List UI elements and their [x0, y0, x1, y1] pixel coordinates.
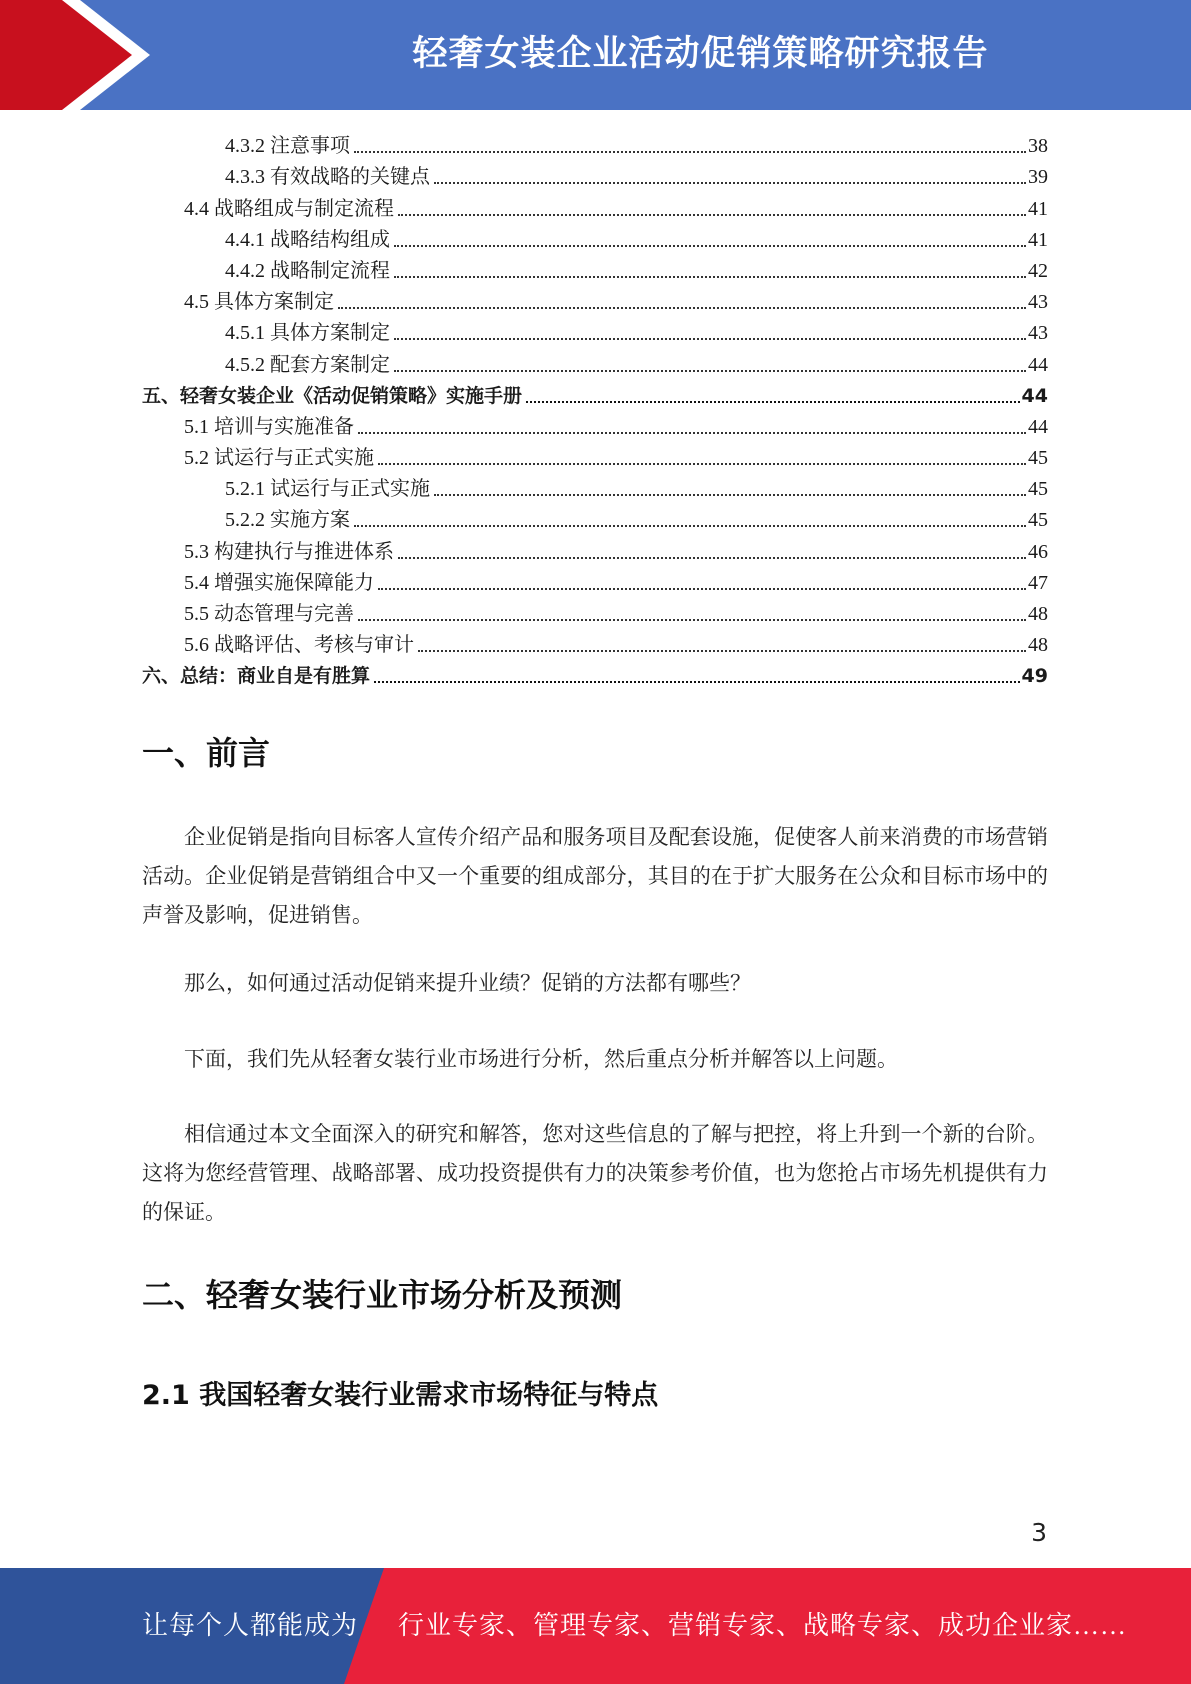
toc-entry-page: 43: [1028, 291, 1048, 314]
toc-entry-label: 4.4 战略组成与制定流程: [184, 197, 394, 220]
toc-entry-page: 45: [1028, 478, 1048, 501]
toc-entry-label: 4.5.1 具体方案制定: [225, 322, 390, 345]
toc-entry-label: 4.4.1 战略结构组成: [225, 228, 390, 251]
toc-dot-leader: [338, 307, 1026, 309]
section-heading-preface: 一、前言: [142, 734, 271, 772]
toc-entry[interactable]: [142, 284, 1048, 315]
toc-entry-label: 4.3.3 有效战略的关键点: [225, 166, 430, 189]
toc-dot-leader: [394, 338, 1026, 340]
paragraph: 相信通过本文全面深入的研究和解答，您对这些信息的了解与把控，将上升到一个新的台阶。这将为您经营管理、战略部署、成功投资提供有力的决策参考价值，也为您抢占市场先机提供有力的保证。: [142, 1122, 1048, 1224]
paragraph: 企业促销是指向目标客人宣传介绍产品和服务项目及配套设施，促使客人前来消费的市场营销活动。企业促销是营销组合中又一个重要的组成部分，其目的在于扩大服务在公众和目标市场中的声誉及影响，促进销售。: [142, 825, 1048, 927]
toc-dot-leader: [378, 588, 1026, 590]
toc-entry[interactable]: [142, 533, 1048, 564]
toc-entry-label: 5.5 动态管理与完善: [184, 603, 354, 625]
toc-entry-label: 4.3.2 注意事项: [225, 135, 350, 158]
toc-dot-leader: [394, 245, 1026, 247]
footer-banner: [0, 1568, 1191, 1684]
subsection-heading: 2.1 我国轻奢女装行业需求市场特征与特点: [142, 1380, 659, 1411]
toc-entry-page: 43: [1028, 322, 1048, 345]
toc-entry[interactable]: [142, 253, 1048, 284]
toc-entry-label: 5.2.1 试运行与正式实施: [225, 478, 430, 501]
toc-dot-leader: [434, 182, 1026, 184]
toc-entry-page: 44: [1028, 353, 1048, 376]
toc-entry[interactable]: [142, 222, 1048, 253]
toc-entry[interactable]: [142, 128, 1048, 159]
toc-entry-label: 5.1 培训与实施准备: [184, 415, 354, 438]
toc-dot-leader: [526, 401, 1020, 403]
toc-dot-leader: [358, 619, 1026, 621]
paragraph: 下面，我们先从轻奢女装行业市场进行分析，然后重点分析并解答以上问题。: [184, 1047, 898, 1071]
toc-entry-page: 44: [1028, 415, 1048, 438]
toc-entry-page: 49: [1021, 665, 1048, 688]
page-number: 3: [1031, 1518, 1047, 1547]
toc-entry[interactable]: [142, 596, 1048, 627]
toc-entry-page: 48: [1028, 603, 1048, 625]
toc-entry-page: 39: [1028, 166, 1048, 189]
toc-entry-label: 5.6 战略评估、考核与审计: [184, 634, 414, 657]
toc-entry-page: 42: [1028, 259, 1048, 282]
toc-entry[interactable]: [142, 346, 1048, 377]
toc-dot-leader: [378, 463, 1026, 465]
toc-entry[interactable]: [142, 315, 1048, 346]
toc-entry-label: 五、轻奢女装企业《活动促销策略》实施手册: [142, 384, 523, 407]
toc-dot-leader: [394, 276, 1026, 278]
footer-slogan-left: 让每个人都能成为: [142, 1611, 359, 1640]
toc-entry-page: 45: [1028, 447, 1048, 470]
toc-dot-leader: [418, 650, 1026, 652]
toc-entry-page: 41: [1028, 197, 1048, 220]
section-heading-market-analysis: 二、轻奢女装行业市场分析及预测: [142, 1276, 623, 1314]
toc-entry[interactable]: [142, 502, 1048, 533]
toc-entry-page: 46: [1028, 540, 1048, 563]
toc-dot-leader: [374, 681, 1020, 683]
toc-entry-page: 44: [1021, 384, 1048, 407]
toc-entry-label: 5.4 增强实施保障能力: [184, 571, 374, 594]
toc-entry[interactable]: [142, 159, 1048, 190]
toc-entry-label: 5.2 试运行与正式实施: [184, 447, 374, 470]
toc-dot-leader: [434, 494, 1026, 496]
table-of-contents: [142, 128, 1048, 689]
footer-slogan-right: 行业专家、管理专家、营销专家、战略专家、成功企业家……: [398, 1611, 1128, 1640]
toc-entry-label: 六、总结：商业自是有胜算: [142, 665, 371, 688]
toc-entry-label: 4.5.2 配套方案制定: [225, 353, 390, 376]
paragraph: 那么，如何通过活动促销来提升业绩？促销的方法都有哪些？: [184, 971, 751, 995]
toc-dot-leader: [354, 151, 1026, 153]
toc-entry[interactable]: [142, 440, 1048, 471]
toc-entry[interactable]: [142, 190, 1048, 221]
toc-entry[interactable]: [142, 409, 1048, 440]
toc-entry-label: 5.3 构建执行与推进体系: [184, 540, 394, 563]
toc-entry-label: 4.5 具体方案制定: [184, 291, 334, 314]
toc-entry[interactable]: [142, 658, 1048, 689]
toc-dot-leader: [358, 432, 1026, 434]
toc-dot-leader: [354, 525, 1026, 527]
toc-entry-page: 48: [1028, 634, 1048, 657]
toc-entry-label: 4.4.2 战略制定流程: [225, 259, 390, 282]
report-title: 轻奢女装企业活动促销策略研究报告: [412, 34, 989, 74]
toc-entry-page: 38: [1028, 135, 1048, 158]
toc-dot-leader: [394, 370, 1026, 372]
toc-entry-page: 45: [1028, 509, 1048, 532]
toc-entry[interactable]: [142, 378, 1048, 409]
toc-entry[interactable]: [142, 565, 1048, 596]
toc-entry-page: 41: [1028, 228, 1048, 251]
header-banner: [0, 0, 1191, 110]
toc-entry-page: 47: [1028, 571, 1048, 594]
toc-dot-leader: [398, 214, 1026, 216]
toc-entry[interactable]: [142, 627, 1048, 658]
toc-entry-label: 5.2.2 实施方案: [225, 509, 350, 532]
toc-dot-leader: [398, 557, 1026, 559]
toc-entry[interactable]: [142, 471, 1048, 502]
